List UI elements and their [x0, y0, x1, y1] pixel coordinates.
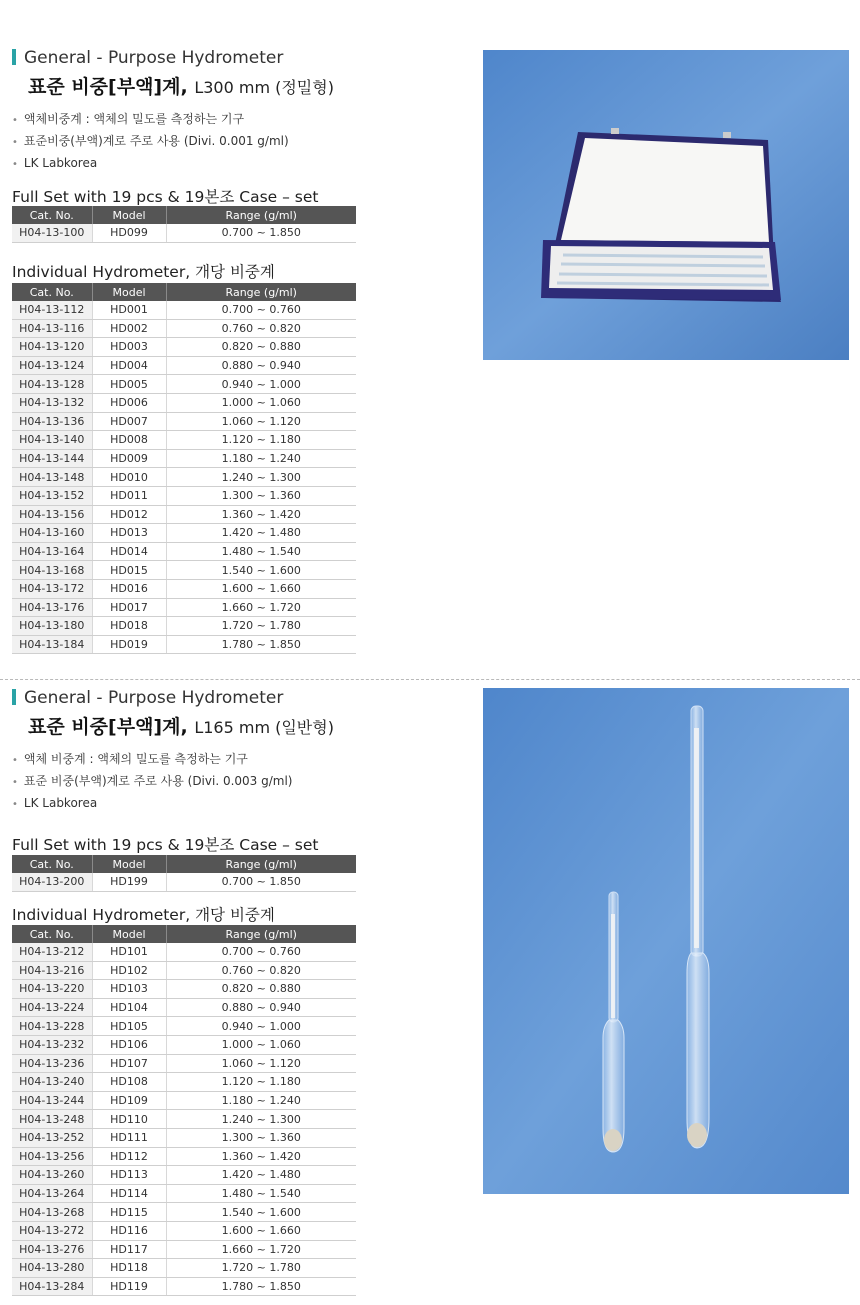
bullet-item: • 표준 비중(부액)계로 주로 사용 (Divi. 0.003 g/ml) — [12, 771, 293, 793]
cell-cat-no: H04-13-216 — [12, 961, 92, 980]
cell-cat-no: H04-13-148 — [12, 468, 92, 487]
table-row — [12, 468, 356, 487]
cell-range: 1.240 ~ 1.300 — [166, 1110, 356, 1129]
section-2-ko-title — [28, 712, 334, 739]
individual-table — [12, 925, 356, 1296]
cell-range: 0.820 ~ 0.880 — [166, 338, 356, 357]
cell-cat-no: H04-13-152 — [12, 486, 92, 505]
table-header-row — [12, 855, 356, 873]
cell-cat-no: H04-13-168 — [12, 561, 92, 580]
cell-model: HD199 — [92, 873, 166, 891]
cell-model: HD005 — [92, 375, 166, 394]
cell-model: HD010 — [92, 468, 166, 487]
cell-range: 0.760 ~ 0.820 — [166, 319, 356, 338]
table-row — [12, 224, 356, 242]
table-row — [12, 301, 356, 319]
length-spec: L165 mm (일반형) — [194, 718, 334, 737]
cell-cat-no: H04-13-256 — [12, 1147, 92, 1166]
bullet-item: • 표준비중(부액)계로 주로 사용 (Divi. 0.001 g/ml) — [12, 131, 289, 153]
cell-model: HD109 — [92, 1091, 166, 1110]
table-row — [12, 412, 356, 431]
cell-cat-no: H04-13-128 — [12, 375, 92, 394]
ko-title-text: 표준 비중[부액]계, — [28, 716, 188, 738]
section-1-ko-title — [28, 72, 334, 99]
cell-cat-no: H04-13-200 — [12, 873, 92, 891]
cell-cat-no: H04-13-268 — [12, 1203, 92, 1222]
cell-range: 1.000 ~ 1.060 — [166, 393, 356, 412]
table-row — [12, 1221, 356, 1240]
fullset-title: Full Set with 19 pcs & 19본조 Case – set — [12, 836, 319, 854]
cell-cat-no: H04-13-156 — [12, 505, 92, 524]
individual-title: Individual Hydrometer, 개당 비중계 — [12, 906, 275, 924]
bullet-item: • LK Labkorea — [12, 793, 293, 815]
case-photo-illustration — [483, 50, 849, 360]
table-row — [12, 486, 356, 505]
cell-range: 0.880 ~ 0.940 — [166, 356, 356, 375]
cell-cat-no: H04-13-228 — [12, 1017, 92, 1036]
cell-cat-no: H04-13-120 — [12, 338, 92, 357]
table-row — [12, 943, 356, 961]
cell-cat-no: H04-13-172 — [12, 579, 92, 598]
cell-model: HD011 — [92, 486, 166, 505]
cell-cat-no: H04-13-272 — [12, 1221, 92, 1240]
cell-range: 1.060 ~ 1.120 — [166, 412, 356, 431]
table-row — [12, 542, 356, 561]
table-row — [12, 1091, 356, 1110]
cell-model: HD013 — [92, 524, 166, 543]
cell-cat-no: H04-13-260 — [12, 1166, 92, 1185]
cell-model: HD119 — [92, 1277, 166, 1296]
header-cat-no: Cat. No. — [12, 206, 92, 224]
cell-model: HD014 — [92, 542, 166, 561]
table-row — [12, 980, 356, 999]
cell-cat-no: H04-13-160 — [12, 524, 92, 543]
cell-model: HD006 — [92, 393, 166, 412]
table-row — [12, 1147, 356, 1166]
cell-range: 1.420 ~ 1.480 — [166, 1166, 356, 1185]
cell-range: 0.700 ~ 0.760 — [166, 943, 356, 961]
cell-model: HD101 — [92, 943, 166, 961]
cell-cat-no: H04-13-116 — [12, 319, 92, 338]
table-row — [12, 1259, 356, 1278]
cell-range: 1.720 ~ 1.780 — [166, 617, 356, 636]
cell-model: HD112 — [92, 1147, 166, 1166]
cell-cat-no: H04-13-100 — [12, 224, 92, 242]
cell-model: HD105 — [92, 1017, 166, 1036]
table-row — [12, 338, 356, 357]
cell-model: HD118 — [92, 1259, 166, 1278]
hydrometer-photo — [483, 688, 849, 1194]
table-row — [12, 617, 356, 636]
cell-model: HD108 — [92, 1073, 166, 1092]
cell-cat-no: H04-13-276 — [12, 1240, 92, 1259]
cell-cat-no: H04-13-140 — [12, 431, 92, 450]
cell-cat-no: H04-13-220 — [12, 980, 92, 999]
cell-cat-no: H04-13-144 — [12, 449, 92, 468]
cell-cat-no: H04-13-184 — [12, 635, 92, 654]
table-row — [12, 1110, 356, 1129]
cell-model: HD104 — [92, 998, 166, 1017]
cell-cat-no: H04-13-244 — [12, 1091, 92, 1110]
header-cat-no: Cat. No. — [12, 855, 92, 873]
cell-model: HD102 — [92, 961, 166, 980]
table-row — [12, 998, 356, 1017]
header-range: Range (g/ml) — [166, 283, 356, 301]
cell-model: HD001 — [92, 301, 166, 319]
cell-cat-no: H04-13-252 — [12, 1128, 92, 1147]
cell-model: HD017 — [92, 598, 166, 617]
fullset-table — [12, 855, 356, 892]
cell-model: HD016 — [92, 579, 166, 598]
cell-range: 1.180 ~ 1.240 — [166, 449, 356, 468]
cell-range: 1.480 ~ 1.540 — [166, 1184, 356, 1203]
header-model: Model — [92, 925, 166, 943]
table-row — [12, 393, 356, 412]
cell-model: HD009 — [92, 449, 166, 468]
table-row — [12, 319, 356, 338]
table-row — [12, 1166, 356, 1185]
cell-range: 1.360 ~ 1.420 — [166, 505, 356, 524]
cell-range: 0.880 ~ 0.940 — [166, 998, 356, 1017]
cell-range: 1.600 ~ 1.660 — [166, 1221, 356, 1240]
table-header-row — [12, 283, 356, 301]
section-2-bullets — [12, 749, 293, 815]
cell-model: HD107 — [92, 1054, 166, 1073]
cell-range: 0.760 ~ 0.820 — [166, 961, 356, 980]
table-row — [12, 1054, 356, 1073]
cell-model: HD115 — [92, 1203, 166, 1222]
table-header-row — [12, 925, 356, 943]
cell-cat-no: H04-13-112 — [12, 301, 92, 319]
cell-cat-no: H04-13-124 — [12, 356, 92, 375]
cell-range: 0.940 ~ 1.000 — [166, 1017, 356, 1036]
cell-range: 1.060 ~ 1.120 — [166, 1054, 356, 1073]
cell-model: HD111 — [92, 1128, 166, 1147]
table-row — [12, 598, 356, 617]
hydrometer-case-photo — [483, 50, 849, 360]
cell-cat-no: H04-13-264 — [12, 1184, 92, 1203]
cell-model: HD002 — [92, 319, 166, 338]
cell-range: 1.540 ~ 1.600 — [166, 561, 356, 580]
table-row — [12, 1035, 356, 1054]
cell-range: 0.700 ~ 0.760 — [166, 301, 356, 319]
table-row — [12, 961, 356, 980]
cell-cat-no: H04-13-236 — [12, 1054, 92, 1073]
cell-model: HD099 — [92, 224, 166, 242]
table-row — [12, 1203, 356, 1222]
header-range: Range (g/ml) — [166, 855, 356, 873]
cell-model: HD019 — [92, 635, 166, 654]
table-row — [12, 635, 356, 654]
cell-range: 1.780 ~ 1.850 — [166, 1277, 356, 1296]
fullset-table — [12, 206, 356, 243]
table-row — [12, 1017, 356, 1036]
header-range: Range (g/ml) — [166, 206, 356, 224]
table-header-row — [12, 206, 356, 224]
cell-range: 1.120 ~ 1.180 — [166, 431, 356, 450]
header-model: Model — [92, 206, 166, 224]
header-range: Range (g/ml) — [166, 925, 356, 943]
cell-range: 1.240 ~ 1.300 — [166, 468, 356, 487]
cell-cat-no: H04-13-240 — [12, 1073, 92, 1092]
cell-cat-no: H04-13-248 — [12, 1110, 92, 1129]
table-row — [12, 1073, 356, 1092]
table-row — [12, 356, 356, 375]
table-row — [12, 1184, 356, 1203]
cell-range: 1.180 ~ 1.240 — [166, 1091, 356, 1110]
cell-model: HD015 — [92, 561, 166, 580]
header-cat-no: Cat. No. — [12, 283, 92, 301]
cell-range: 1.300 ~ 1.360 — [166, 1128, 356, 1147]
cell-range: 1.120 ~ 1.180 — [166, 1073, 356, 1092]
accent-bar — [12, 689, 16, 705]
cell-cat-no: H04-13-212 — [12, 943, 92, 961]
section-2-en-title — [12, 688, 283, 708]
cell-model: HD113 — [92, 1166, 166, 1185]
table-row — [12, 561, 356, 580]
fullset-title: Full Set with 19 pcs & 19본조 Case – set — [12, 188, 319, 206]
hydrometer-photo-illustration — [483, 688, 849, 1194]
cell-range: 1.540 ~ 1.600 — [166, 1203, 356, 1222]
bullet-item: • 액체 비중계 : 액체의 밀도를 측정하는 기구 — [12, 749, 293, 771]
cell-range: 1.780 ~ 1.850 — [166, 635, 356, 654]
cell-range: 0.940 ~ 1.000 — [166, 375, 356, 394]
header-cat-no: Cat. No. — [12, 925, 92, 943]
cell-model: HD106 — [92, 1035, 166, 1054]
table-row — [12, 1128, 356, 1147]
cell-range: 1.660 ~ 1.720 — [166, 1240, 356, 1259]
bullet-item: • LK Labkorea — [12, 153, 289, 175]
cell-range: 0.700 ~ 1.850 — [166, 224, 356, 242]
cell-model: HD018 — [92, 617, 166, 636]
cell-model: HD114 — [92, 1184, 166, 1203]
header-model: Model — [92, 855, 166, 873]
cell-range: 1.360 ~ 1.420 — [166, 1147, 356, 1166]
length-spec: L300 mm (정밀형) — [194, 78, 334, 97]
bullet-item: • 액체비중계 : 액체의 밀도를 측정하는 기구 — [12, 109, 289, 131]
table-row — [12, 1240, 356, 1259]
cell-model: HD008 — [92, 431, 166, 450]
table-row — [12, 524, 356, 543]
cell-range: 1.660 ~ 1.720 — [166, 598, 356, 617]
cell-model: HD007 — [92, 412, 166, 431]
cell-model: HD110 — [92, 1110, 166, 1129]
cell-cat-no: H04-13-132 — [12, 393, 92, 412]
individual-title: Individual Hydrometer, 개당 비중계 — [12, 263, 275, 281]
cell-cat-no: H04-13-284 — [12, 1277, 92, 1296]
cell-range: 0.820 ~ 0.880 — [166, 980, 356, 999]
accent-bar — [12, 49, 16, 65]
table-row — [12, 449, 356, 468]
cell-model: HD103 — [92, 980, 166, 999]
cell-model: HD117 — [92, 1240, 166, 1259]
table-row — [12, 579, 356, 598]
cell-range: 1.600 ~ 1.660 — [166, 579, 356, 598]
cell-cat-no: H04-13-224 — [12, 998, 92, 1017]
cell-range: 0.700 ~ 1.850 — [166, 873, 356, 891]
cell-range: 1.720 ~ 1.780 — [166, 1259, 356, 1278]
table-row — [12, 375, 356, 394]
table-row — [12, 873, 356, 891]
cell-range: 1.420 ~ 1.480 — [166, 524, 356, 543]
cell-model: HD004 — [92, 356, 166, 375]
cell-model: HD003 — [92, 338, 166, 357]
table-row — [12, 1277, 356, 1296]
header-model: Model — [92, 283, 166, 301]
cell-range: 1.480 ~ 1.540 — [166, 542, 356, 561]
cell-cat-no: H04-13-280 — [12, 1259, 92, 1278]
cell-cat-no: H04-13-176 — [12, 598, 92, 617]
en-title-text: General - Purpose Hydrometer — [24, 48, 284, 68]
cell-cat-no: H04-13-164 — [12, 542, 92, 561]
section-1-en-title — [12, 48, 283, 68]
ko-title-text: 표준 비중[부액]계, — [28, 76, 188, 98]
individual-table — [12, 283, 356, 654]
cell-cat-no: H04-13-136 — [12, 412, 92, 431]
cell-cat-no: H04-13-180 — [12, 617, 92, 636]
cell-model: HD116 — [92, 1221, 166, 1240]
cell-model: HD012 — [92, 505, 166, 524]
cell-range: 1.300 ~ 1.360 — [166, 486, 356, 505]
cell-range: 1.000 ~ 1.060 — [166, 1035, 356, 1054]
en-title-text: General - Purpose Hydrometer — [24, 688, 284, 708]
table-row — [12, 431, 356, 450]
section-1-bullets — [12, 109, 289, 175]
table-row — [12, 505, 356, 524]
section-divider — [0, 679, 860, 680]
cell-cat-no: H04-13-232 — [12, 1035, 92, 1054]
